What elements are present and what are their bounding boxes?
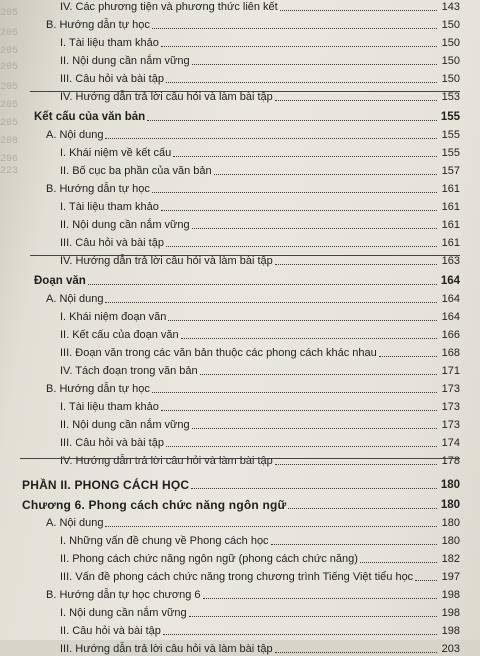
toc-entry [22,494,460,512]
toc-entry [34,270,460,288]
dot-leader [152,28,437,29]
toc-entry-page: 198 [441,589,460,601]
toc-entry-page: 161 [441,237,460,249]
toc-entry-title: B. Hướng dẫn tự học chương 6 [46,589,201,601]
toc-entry-page: 143 [441,1,460,13]
toc-entry-title: III. Câu hỏi và bài tập [60,237,164,249]
toc-entry-page: 166 [441,329,460,341]
dot-leader [280,10,437,11]
toc-entry [60,414,460,432]
toc-entry [60,432,460,450]
toc-entry [46,288,460,306]
toc-entry-page: 155 [441,147,460,159]
bleed-through-number: 205 [0,8,19,19]
toc-entry [60,620,460,638]
toc-entry-title: IV. Hướng dẫn trả lời câu hỏi và làm bài tập [60,455,273,467]
dot-leader [161,46,437,47]
toc-entry-title: I. Tài liệu tham khảo [60,201,159,213]
dot-leader [288,508,437,509]
dot-leader [415,580,437,581]
toc-entry-title: I. Nội dung cần nắm vững [60,607,187,619]
toc-entry [60,638,460,656]
dot-leader [275,100,437,101]
toc-entry-page: 150 [441,73,460,85]
toc-entry [60,342,460,360]
toc-entry-page: 178 [441,455,460,467]
dot-leader [152,392,437,393]
toc-entry-title: II. Nội dung cần nắm vững [60,219,190,231]
toc-entry [60,142,460,160]
bleed-through-number: 205 [0,100,19,111]
dot-leader [105,526,437,527]
toc-entry [60,232,460,250]
toc-entry [60,86,460,104]
toc-entry-title: Kết cấu của văn bản [34,111,146,123]
toc-entry [60,548,460,566]
toc-entry-title: II. Kết cấu của đoạn văn [60,329,179,341]
toc-entry-page: 203 [441,643,460,655]
toc-entry [22,474,460,492]
dot-leader [192,428,437,429]
toc-entry-title: II. Nội dung cần nắm vững [60,419,190,431]
toc-entry-page: 180 [441,517,460,529]
dot-leader [163,634,437,635]
dot-leader [168,320,437,321]
bleed-through-number: 205 [0,28,19,39]
toc-entry-title: A. Nội dung [46,517,104,529]
toc-entry-title: I. Tài liệu tham khảo [60,401,159,413]
dot-leader [173,156,437,157]
toc-entry [60,196,460,214]
toc-entry [34,106,460,124]
toc-entry [46,512,460,530]
dot-leader [161,410,437,411]
toc-entry-title: III. Hướng dẫn trả lời câu hỏi và làm bài tập [60,643,273,655]
toc-entry-title: IV. Hướng dẫn trả lời câu hỏi và làm bài tập [60,91,273,103]
toc-entry-page: 161 [441,183,460,195]
toc-entry-page: 164 [440,275,460,287]
toc-entry [46,178,460,196]
toc-entry-title: III. Đoạn văn trong các văn bản thuộc các phong cách khác nhau [60,347,377,359]
toc-entry [60,250,460,268]
toc-entry-title: I. Tài liệu tham khảo [60,37,159,49]
toc-entry-title: PHẦN II. PHONG CÁCH HỌC [22,478,190,492]
toc-entry-page: 173 [441,383,460,395]
dot-leader [271,544,437,545]
bleed-through-number: 205 [0,46,19,57]
bleed-through-number: 208 [0,136,19,147]
toc-entry [60,396,460,414]
dot-leader [379,356,437,357]
dot-leader [152,192,437,193]
bleed-through-number: 205 [0,118,19,129]
dot-leader [360,562,437,563]
toc-entry-title: I. Khái niệm đoạn văn [60,311,167,323]
toc-entry-title: IV. Các phương tiện và phương thức liên kết [60,1,278,13]
toc-entry [60,160,460,178]
toc-entry [60,566,460,584]
toc-entry-page: 155 [441,129,460,141]
dot-leader [275,464,437,465]
toc-entry-page: 155 [440,111,460,123]
toc-entry [60,602,460,620]
dot-leader [203,598,437,599]
toc-entry-title: III. Vấn đề phong cách chức năng trong chương trình Tiếng Việt tiểu học [60,571,414,583]
toc-entry-title: Chương 6. Phong cách chức năng ngôn ngữ [22,498,287,512]
toc-entry [46,124,460,142]
toc-entry-title: IV. Tách đoạn trong văn bản [60,365,198,377]
toc-entry-title: A. Nội dung [46,129,104,141]
toc-entry-page: 153 [441,91,460,103]
toc-entry-page: 198 [441,607,460,619]
dot-leader [105,302,437,303]
bleed-through-number: 223 [0,166,19,177]
dot-leader [166,446,437,447]
toc-entry-title: III. Câu hỏi và bài tập [60,73,164,85]
dot-leader [166,82,437,83]
toc-entry [60,68,460,86]
toc-entry-title: Đoạn văn [34,275,86,287]
toc-entry [46,378,460,396]
toc-entry-title: III. Câu hỏi và bài tập [60,437,164,449]
dot-leader [181,338,437,339]
section-divider [30,91,460,92]
dot-leader [88,284,437,285]
dot-leader [105,138,437,139]
toc-entry-page: 150 [441,19,460,31]
toc-entry-title: II. Câu hỏi và bài tập [60,625,161,637]
toc-entry-page: 161 [441,201,460,213]
toc-entry-page: 168 [441,347,460,359]
toc-entry [60,450,460,468]
toc-entry-page: 171 [441,365,460,377]
dot-leader [200,374,437,375]
toc-entry-title: B. Hướng dẫn tự học [46,19,150,31]
toc-entry [60,0,460,14]
dot-leader [275,652,437,653]
toc-entry-page: 180 [440,499,460,511]
toc-entry-page: 198 [441,625,460,637]
toc-entry-page: 180 [441,535,460,547]
toc-entry-page: 197 [441,571,460,583]
toc-entry-page: 161 [441,219,460,231]
dot-leader [192,228,437,229]
toc-entry-title: II. Nội dung cần nắm vững [60,55,190,67]
dot-leader [191,488,437,489]
toc-entry [46,14,460,32]
dot-leader [166,246,437,247]
toc-entry-page: 180 [440,479,460,491]
toc-entry-page: 163 [441,255,460,267]
section-divider [30,255,460,256]
toc-entry [60,360,460,378]
toc-entry [60,214,460,232]
toc-entry [60,324,460,342]
toc-entry [60,32,460,50]
dot-leader [161,210,437,211]
section-divider [20,458,460,459]
toc-entry-title: B. Hướng dẫn tự học [46,183,150,195]
bleed-through-number: 206 [0,154,19,165]
toc-entry [46,584,460,602]
toc-entry-title: I. Những vấn đề chung về Phong cách học [60,535,269,547]
toc-entry-page: 164 [441,293,460,305]
dot-leader [214,174,437,175]
toc-entry [60,50,460,68]
toc-entry-page: 164 [441,311,460,323]
toc-entry-page: 173 [441,419,460,431]
toc-entry-title: B. Hướng dẫn tự học [46,383,150,395]
bleed-through-number: 205 [0,82,19,93]
bleed-through-number: 205 [0,62,19,73]
toc-entry-page: 173 [441,401,460,413]
toc-entry-title: A. Nội dung [46,293,104,305]
toc-entry [60,306,460,324]
dot-leader [275,264,437,265]
toc-entry-title: II. Phong cách chức năng ngôn ngữ (phong cách chức năng) [60,553,358,565]
toc-entry-page: 182 [441,553,460,565]
toc-entry-page: 150 [441,37,460,49]
toc-entry-title: IV. Hướng dẫn trả lời câu hỏi và làm bài tập [60,255,273,267]
toc-entry-page: 150 [441,55,460,67]
dot-leader [147,120,437,121]
toc-entry-title: I. Khái niệm về kết cấu [60,147,172,159]
toc-entry-title: II. Bố cục ba phần của văn bản [60,165,212,177]
toc-entry-page: 157 [441,165,460,177]
dot-leader [192,64,437,65]
toc-entry-page: 174 [441,437,460,449]
toc-entry [60,530,460,548]
dot-leader [189,616,437,617]
